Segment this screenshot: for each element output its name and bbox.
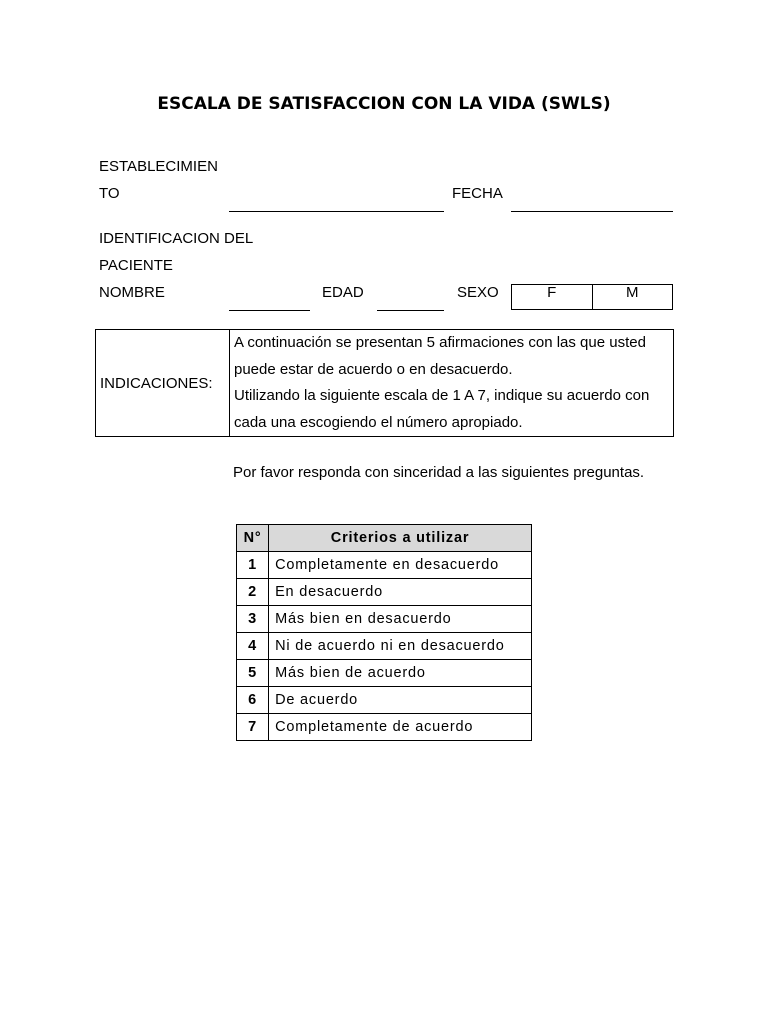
establecimiento-label-line2: TO (99, 185, 120, 202)
criteria-header-num: N° (237, 525, 269, 552)
establecimiento-field[interactable] (229, 211, 444, 212)
criteria-table (236, 524, 532, 741)
edad-label: EDAD (322, 284, 364, 301)
criteria-header-text: Criterios a utilizar (269, 525, 532, 552)
fecha-field[interactable] (511, 211, 673, 212)
table-row (237, 687, 532, 714)
table-row (237, 579, 532, 606)
edad-field[interactable] (377, 310, 444, 311)
fecha-label: FECHA (452, 185, 503, 202)
indicaciones-text-2: Utilizando la siguiente escala de 1 A 7, indique su acuerdo con cada una escogiendo el número apropiado. (234, 387, 650, 431)
criteria-num: 7 (237, 714, 269, 741)
criteria-num: 6 (237, 687, 269, 714)
indicaciones-text-1: A continuación se presentan 5 afirmaciones con las que usted puede estar de acuerdo o en desacuerdo. (234, 334, 646, 378)
identificacion-label-line1: IDENTIFICACION DEL (99, 230, 254, 247)
criteria-text: Más bien de acuerdo (269, 660, 532, 687)
table-row (237, 660, 532, 687)
criteria-text: De acuerdo (269, 687, 532, 714)
criteria-num: 3 (237, 606, 269, 633)
criteria-num: 4 (237, 633, 269, 660)
indicaciones-text (230, 330, 673, 436)
nombre-label: NOMBRE (99, 284, 165, 301)
criteria-num: 1 (237, 552, 269, 579)
criteria-num: 5 (237, 660, 269, 687)
criteria-num: 2 (237, 579, 269, 606)
criteria-text: Completamente en desacuerdo (269, 552, 532, 579)
criteria-text: Completamente de acuerdo (269, 714, 532, 741)
criteria-header-row (237, 525, 532, 552)
identificacion-label-line2: PACIENTE (99, 257, 173, 274)
criteria-text: En desacuerdo (269, 579, 532, 606)
sexo-option-f[interactable]: F (512, 285, 593, 309)
table-row (237, 714, 532, 741)
establecimiento-label-line1: ESTABLECIMIEN (99, 158, 218, 175)
table-row (237, 606, 532, 633)
criteria-text: Más bien en desacuerdo (269, 606, 532, 633)
instruction-note: Por favor responda con sinceridad a las siguientes preguntas. (233, 464, 645, 481)
sexo-option-m[interactable]: M (626, 284, 639, 301)
sexo-options (511, 284, 673, 310)
indicaciones-label: INDICACIONES: (96, 330, 230, 436)
indicaciones-box (95, 329, 674, 437)
nombre-field[interactable] (229, 310, 310, 311)
page-title: ESCALA DE SATISFACCION CON LA VIDA (SWLS) (157, 94, 611, 114)
criteria-text: Ni de acuerdo ni en desacuerdo (269, 633, 532, 660)
table-row (237, 633, 532, 660)
table-row (237, 552, 532, 579)
sexo-label: SEXO (457, 284, 499, 301)
